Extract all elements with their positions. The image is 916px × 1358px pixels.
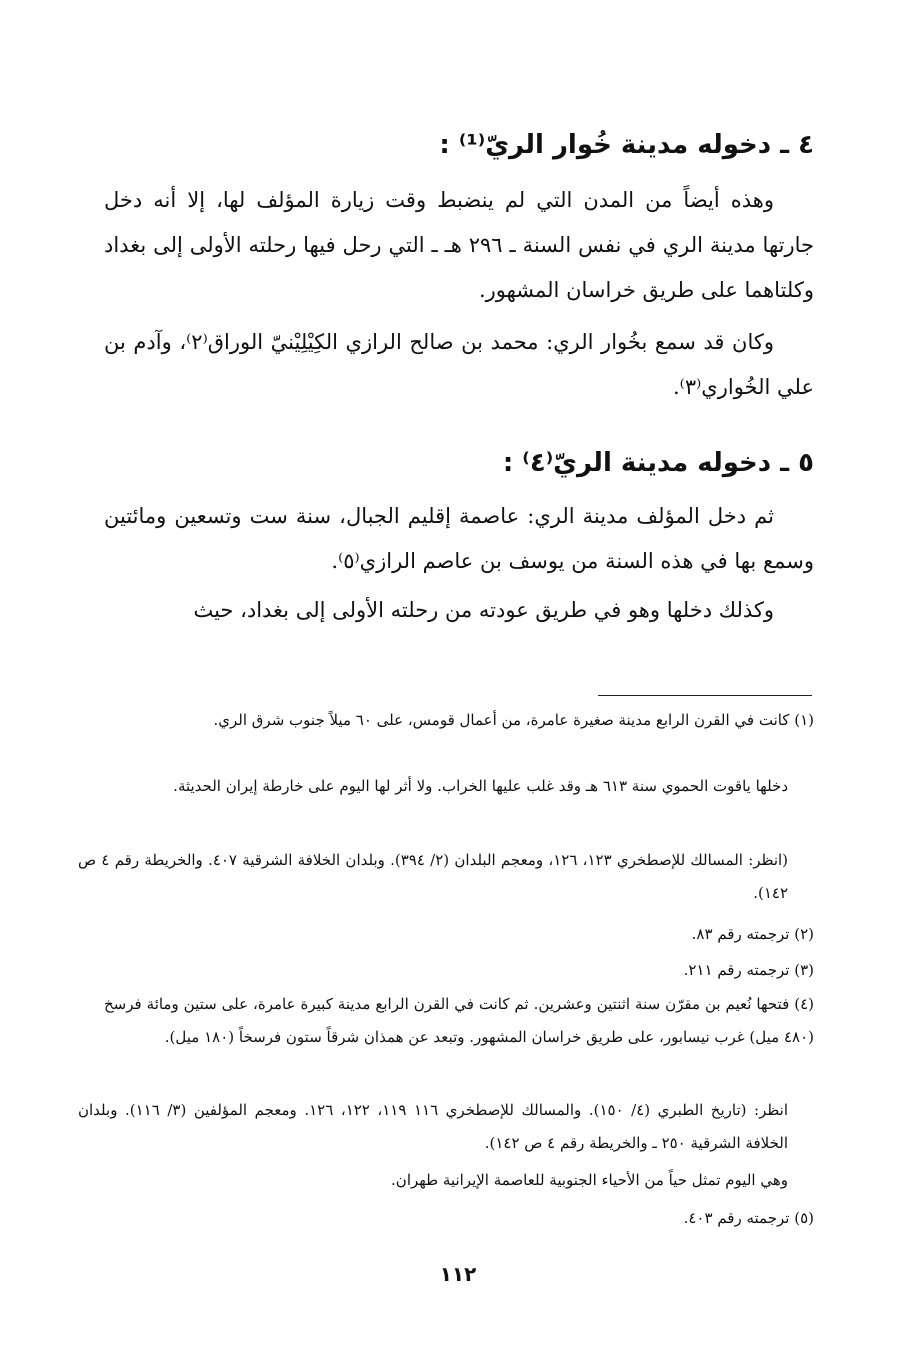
paragraph-4: وكذلك دخلها وهو في طريق عودته من رحلته الأولى إلى بغداد، حيث [193, 598, 774, 622]
footnote-3: (٣) ترجمته رقم ٢١١. [683, 961, 814, 979]
section-heading-5: ٥ ـ دخوله مدينة الريّ⁽٤⁾ : [502, 448, 814, 478]
page-number: ١١٢ [439, 1262, 477, 1286]
footnote-1-part-a: (١) كانت في القرن الرابع مدينة صغيرة عامرة، من أعمال قومس، على ٦٠ ميلاً جنوب شرق الري. [213, 711, 814, 729]
footnote-4-part-b: انظر: (تاريخ الطبري (٤/ ١٥٠). والمسالك للإصطخري ١١٦ ١١٩، ١٢٢، ١٢٦. ومعجم المؤلفين (٣/ ١١٦). وبلدان الخلافة الشرقية ٢٥٠ ـ والخريطة رقم ٤ ص ١٤٢). [78, 1101, 789, 1152]
paragraph-3: ثم دخل المؤلف مدينة الري: عاصمة إقليم الجبال، سنة ست وتسعين ومائتين وسمع بها في هذه السنة من يوسف بن عاصم الرازي⁽٥⁾. [104, 504, 814, 573]
paragraph-1: وهذه أيضاً من المدن التي لم ينضبط وقت زيارة المؤلف لها، إلا أنه دخل جارتها مدينة الري في نفس السنة ـ ٢٩٦ هـ ـ التي رحل فيها رحلته الأولى إلى بغداد وكلتاهما على طريق خراسان المشهور. [104, 188, 814, 302]
footnote-1-part-c: (انظر: المسالك للإصطخري ١٢٣، ١٢٦، ومعجم البلدان (٢/ ٣٩٤). وبلدان الخلافة الشرقية ٤٠٧. والخريطة رقم ٤ ص ١٤٢). [78, 851, 789, 902]
section-heading-4: ٤ ـ دخوله مدينة خُوار الريّ⁽¹⁾ : [439, 130, 814, 160]
footnote-separator [598, 695, 812, 696]
footnote-2: (٢) ترجمته رقم ٨٣. [691, 925, 814, 943]
footnote-5: (٥) ترجمته رقم ٤٠٣. [683, 1209, 814, 1227]
footnote-4-part-a: (٤) فتحها نُعيم بن مقرّن سنة اثنتين وعشرين. ثم كانت في القرن الرابع مدينة كبيرة عامرة، على ستين ومائة فرسخ (٤٨٠ ميل) غرب نيسابور، على طريق خراسان المشهور. وتبعد عن همذان شرقاً ستون فرسخاً (١٨٠ ميل). [104, 995, 814, 1046]
footnote-4-part-c: وهي اليوم تمثل حياً من الأحياء الجنوبية للعاصمة الإيرانية طهران. [391, 1171, 788, 1189]
paragraph-2: وكان قد سمع بخُوار الري: محمد بن صالح الرازي الكِيْلِيْنيّ الوراق⁽٢⁾، وآدم بن علي الخُواري⁽٣⁾. [104, 330, 814, 399]
footnote-1-part-b: دخلها ياقوت الحموي سنة ٦١٣ هـ وقد غلب عليها الخراب. ولا أثر لها اليوم على خارطة إيران الحديثة. [173, 777, 788, 795]
